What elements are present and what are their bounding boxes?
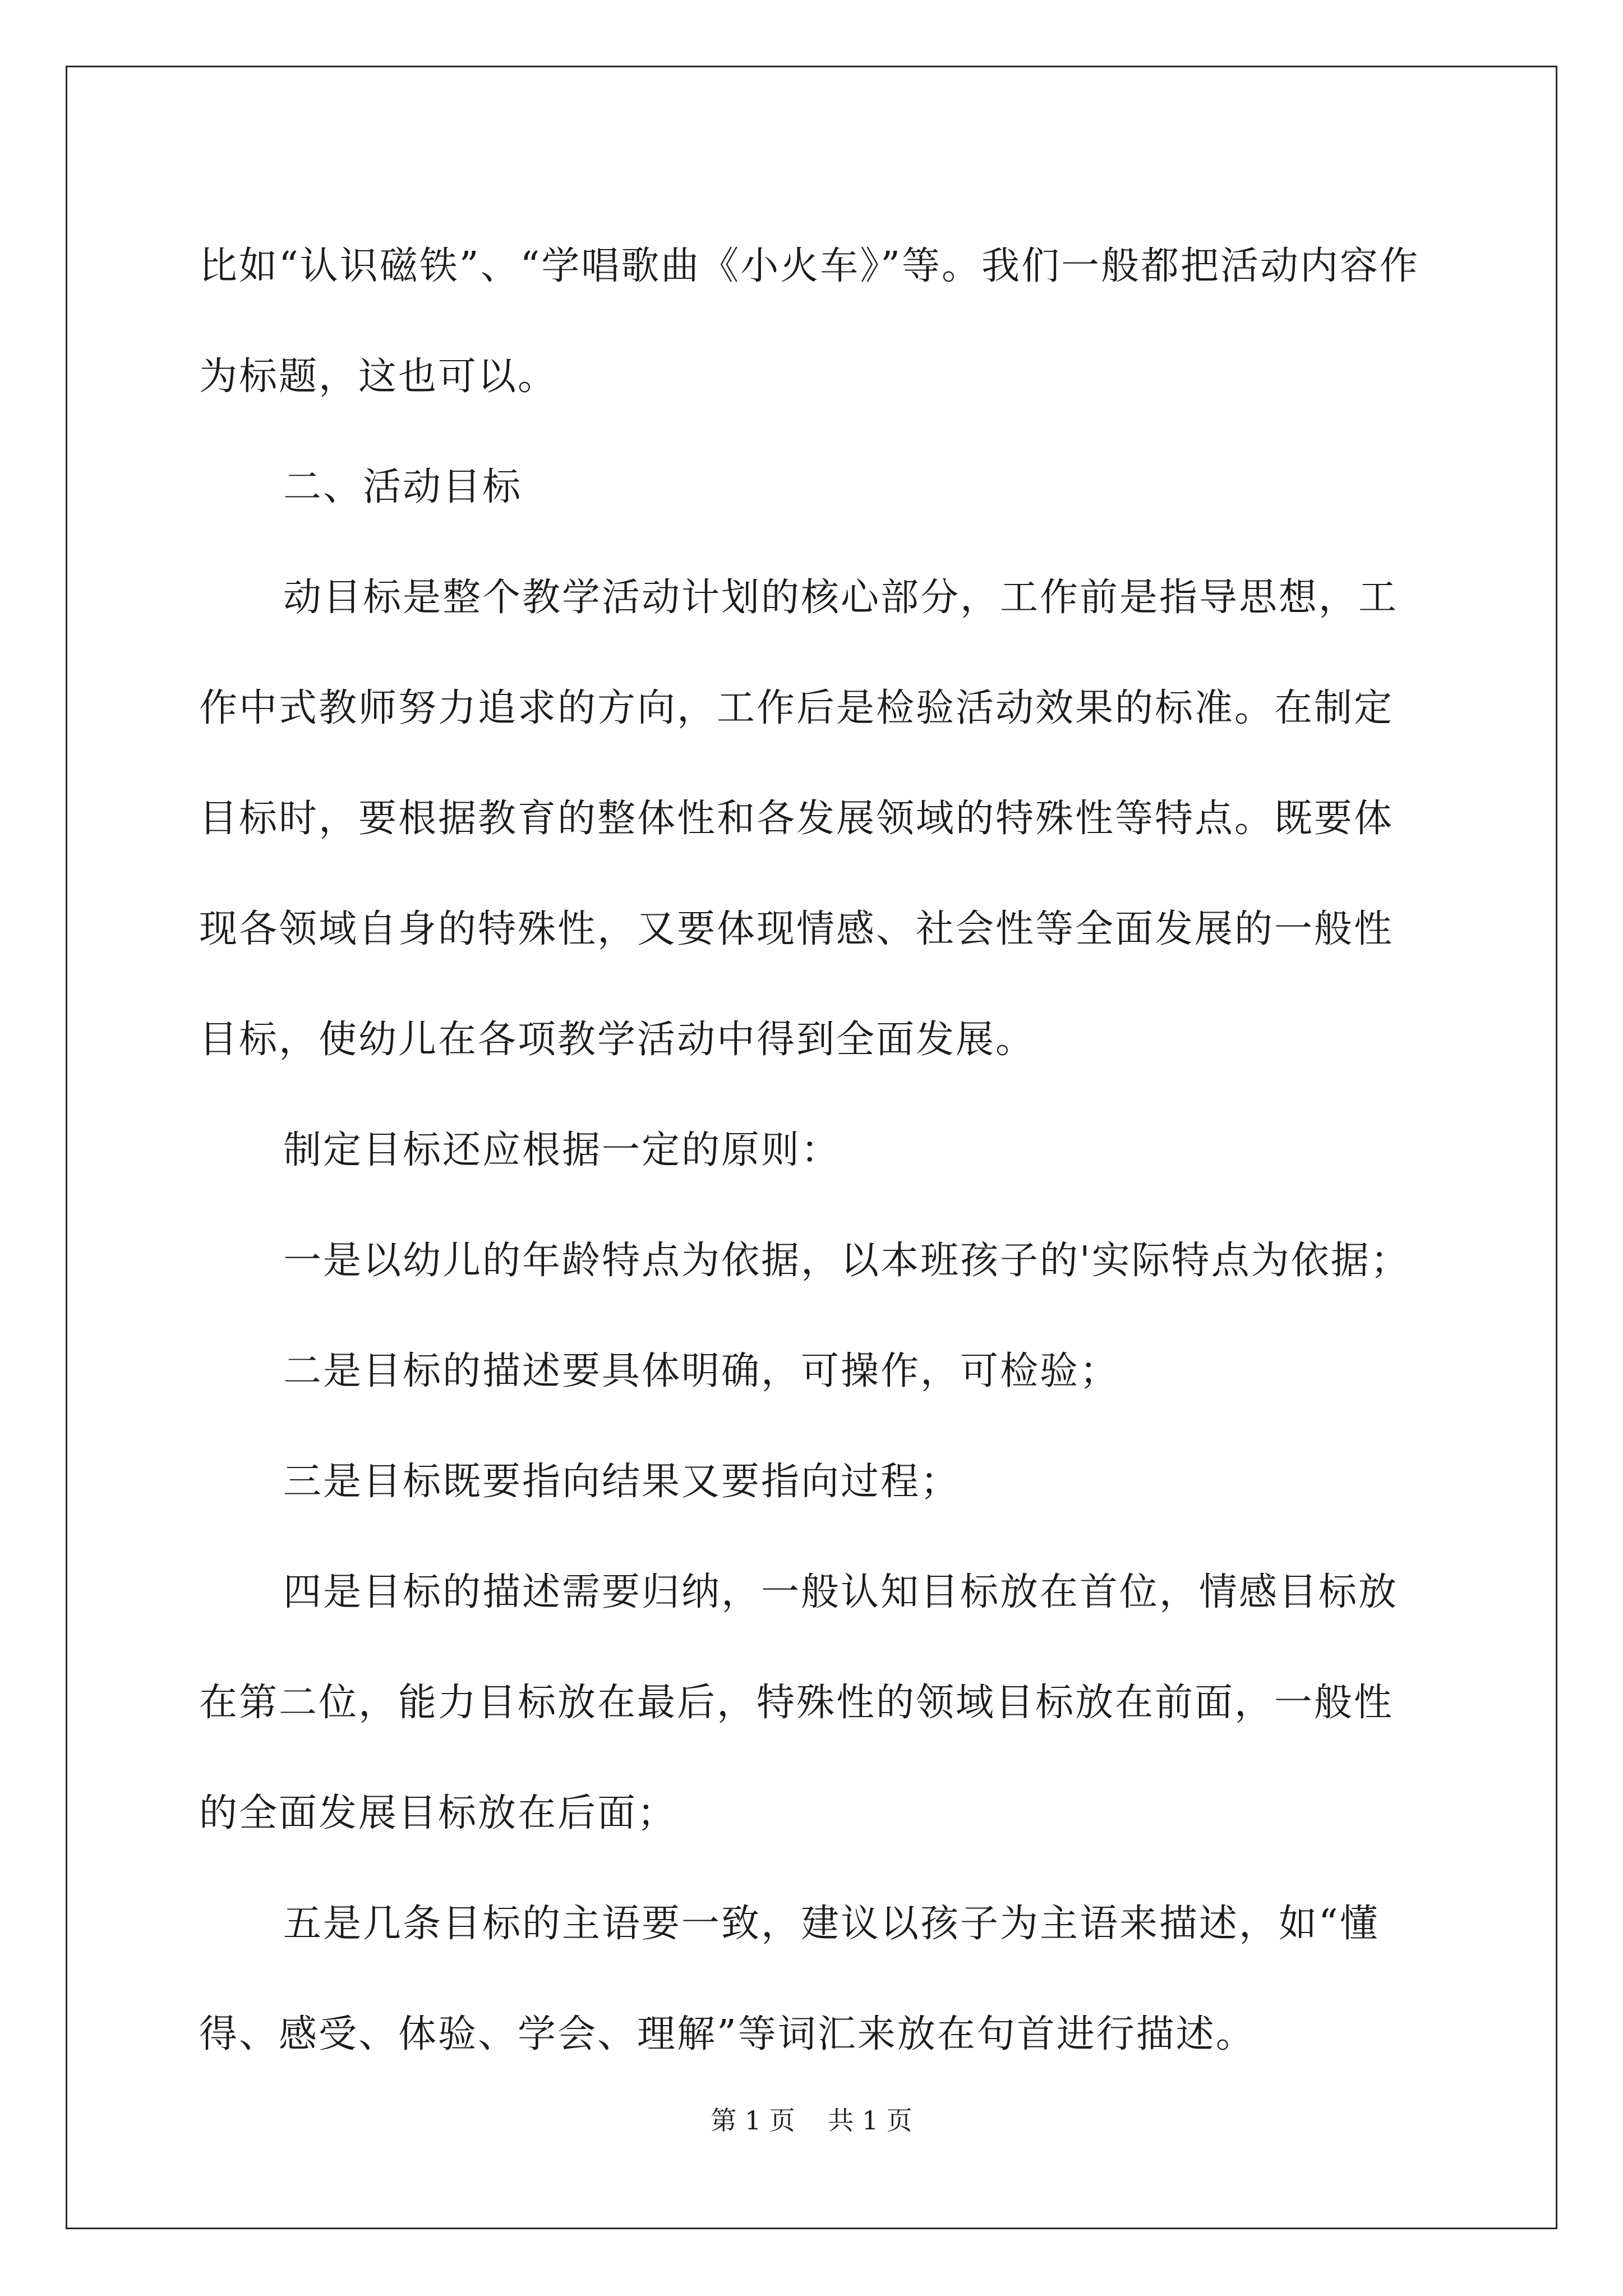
paragraph-principle-2: 二是目标的描述要具体明确，可操作，可检验； bbox=[283, 1349, 1120, 1393]
paragraph-intro: 比如“认识磁铁”、“学唱歌曲《小火车》”等。我们一般都把活动内容作为标题，这也可以。 bbox=[199, 244, 1420, 399]
paragraph-principle-3: 三是目标既要指向结果又要指向过程； bbox=[283, 1460, 961, 1504]
section-heading-goals: 二、活动目标 bbox=[283, 465, 523, 509]
document-body bbox=[199, 211, 1433, 2090]
paragraph-goals-description: 动目标是整个教学活动计划的核心部分，工作前是指导思想，工作中式教师努力追求的方向，工作后是检验活动效果的标准。在制定目标时，要根据教育的整体性和各发展领域的特殊性等特点。既要体现各领域自身的特殊性，又要体现情感、社会性等全面发展的一般性目标，使幼儿在各项教学活动中得到全面发展。 bbox=[199, 576, 1399, 1062]
paragraph-principle-5: 五是几条目标的主语要一致，建议以孩子为主语来描述，如“懂得、感受、体验、学会、理解”等词汇来放在句首进行描述。 bbox=[199, 1902, 1380, 2056]
paragraph-principle-1: 一是以幼儿的年龄特点为依据，以本班孩子的'实际特点为依据； bbox=[283, 1239, 1410, 1283]
page-footer: 第 1 页 共 1 页 bbox=[711, 2105, 912, 2136]
paragraph-principles-intro: 制定目标还应根据一定的原则： bbox=[283, 1128, 841, 1172]
paragraph-principle-4: 四是目标的描述需要归纳，一般认知目标放在首位，情感目标放在第二位，能力目标放在最后，特殊性的领域目标放在前面，一般性的全面发展目标放在后面； bbox=[199, 1570, 1399, 1835]
